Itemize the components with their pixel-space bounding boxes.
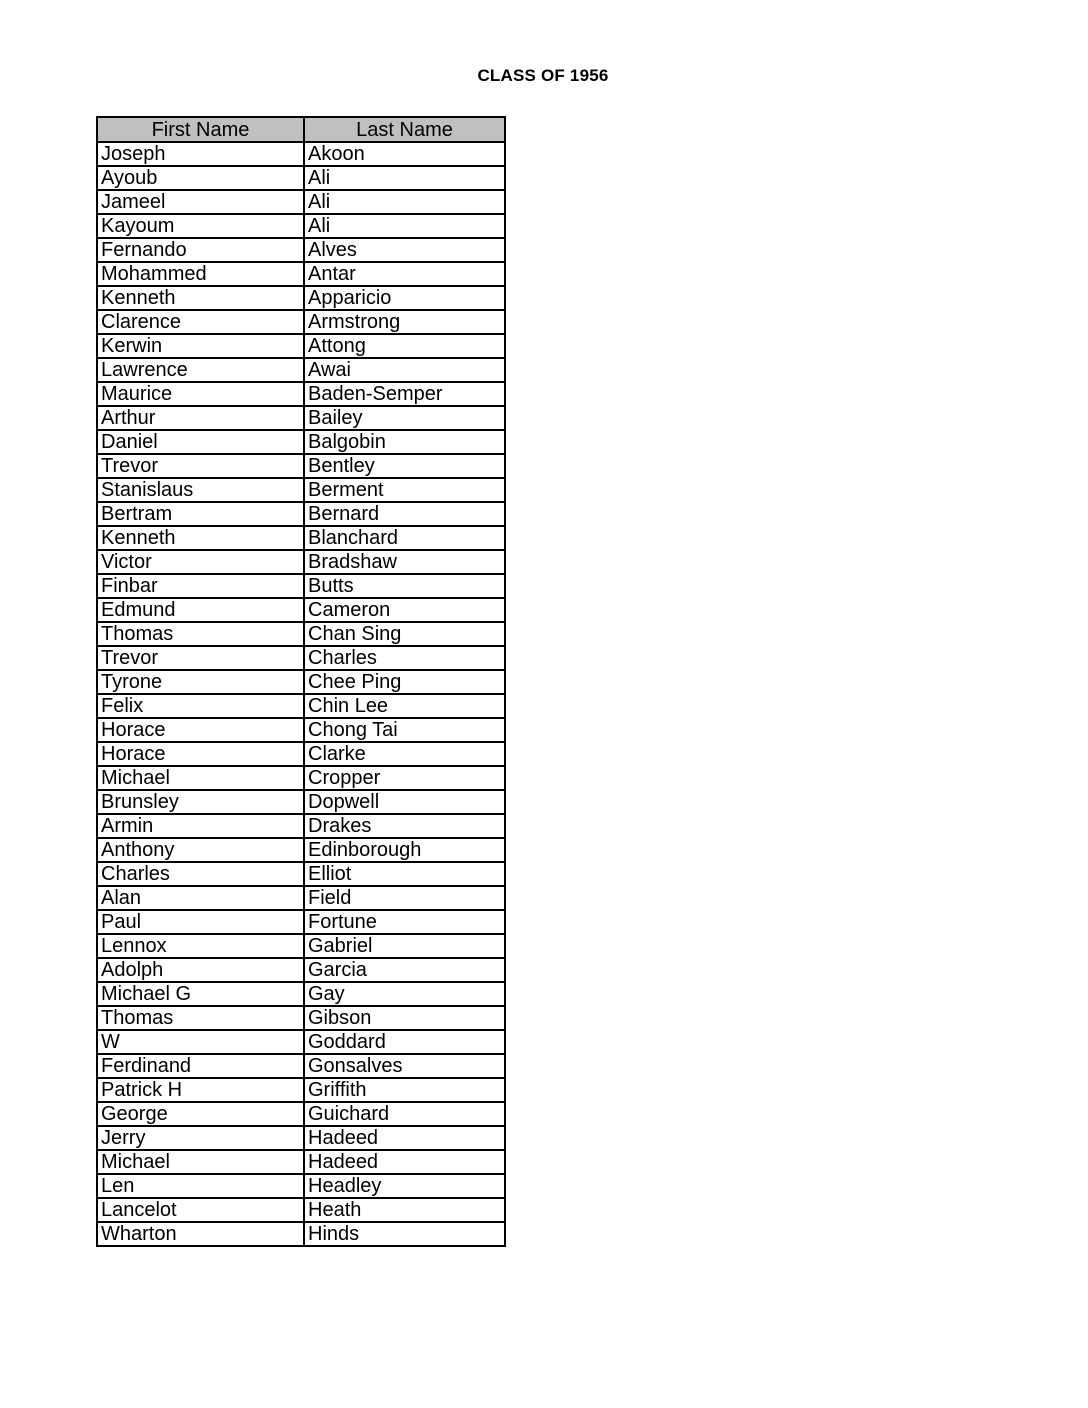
last-name-cell: Attong [304, 334, 505, 358]
table-row [97, 1174, 505, 1198]
table-row [97, 910, 505, 934]
first-name-cell: Armin [97, 814, 304, 838]
last-name-cell: Gay [304, 982, 505, 1006]
last-name-cell: Apparicio [304, 286, 505, 310]
table-row [97, 670, 505, 694]
first-name-cell: Thomas [97, 622, 304, 646]
column-header-last-name: Last Name [304, 117, 505, 142]
first-name-cell: Charles [97, 862, 304, 886]
first-name-cell: Michael G [97, 982, 304, 1006]
last-name-cell: Armstrong [304, 310, 505, 334]
first-name-cell: Ayoub [97, 166, 304, 190]
last-name-cell: Hadeed [304, 1126, 505, 1150]
table-row [97, 454, 505, 478]
header-row [97, 117, 505, 142]
table-row [97, 982, 505, 1006]
last-name-cell: Bernard [304, 502, 505, 526]
last-name-cell: Guichard [304, 1102, 505, 1126]
last-name-cell: Akoon [304, 142, 505, 166]
table-row [97, 934, 505, 958]
table-row [97, 1078, 505, 1102]
last-name-cell: Field [304, 886, 505, 910]
table-body [97, 142, 505, 1246]
table-row [97, 598, 505, 622]
table-row [97, 622, 505, 646]
first-name-cell: Trevor [97, 454, 304, 478]
table-row [97, 790, 505, 814]
table-row [97, 382, 505, 406]
first-name-cell: Bertram [97, 502, 304, 526]
last-name-cell: Headley [304, 1174, 505, 1198]
first-name-cell: Felix [97, 694, 304, 718]
table-row [97, 862, 505, 886]
table-row [97, 406, 505, 430]
first-name-cell: Trevor [97, 646, 304, 670]
last-name-cell: Garcia [304, 958, 505, 982]
last-name-cell: Bailey [304, 406, 505, 430]
names-table [96, 116, 506, 1247]
first-name-cell: Jerry [97, 1126, 304, 1150]
first-name-cell: Edmund [97, 598, 304, 622]
first-name-cell: W [97, 1030, 304, 1054]
last-name-cell: Gibson [304, 1006, 505, 1030]
first-name-cell: Finbar [97, 574, 304, 598]
first-name-cell: Stanislaus [97, 478, 304, 502]
last-name-cell: Ali [304, 214, 505, 238]
last-name-cell: Butts [304, 574, 505, 598]
first-name-cell: Michael [97, 766, 304, 790]
table-row [97, 358, 505, 382]
last-name-cell: Griffith [304, 1078, 505, 1102]
first-name-cell: Michael [97, 1150, 304, 1174]
table-row [97, 238, 505, 262]
last-name-cell: Ali [304, 166, 505, 190]
first-name-cell: Paul [97, 910, 304, 934]
table-row [97, 1150, 505, 1174]
first-name-cell: Lancelot [97, 1198, 304, 1222]
table-row [97, 334, 505, 358]
table-row [97, 310, 505, 334]
first-name-cell: Anthony [97, 838, 304, 862]
first-name-cell: Alan [97, 886, 304, 910]
last-name-cell: Hadeed [304, 1150, 505, 1174]
table-row [97, 190, 505, 214]
last-name-cell: Balgobin [304, 430, 505, 454]
first-name-cell: Fernando [97, 238, 304, 262]
first-name-cell: Joseph [97, 142, 304, 166]
table-row [97, 814, 505, 838]
table-row [97, 550, 505, 574]
last-name-cell: Gabriel [304, 934, 505, 958]
table-row [97, 262, 505, 286]
table-row [97, 646, 505, 670]
table-row [97, 430, 505, 454]
table-row [97, 166, 505, 190]
last-name-cell: Awai [304, 358, 505, 382]
first-name-cell: Arthur [97, 406, 304, 430]
last-name-cell: Chan Sing [304, 622, 505, 646]
table-row [97, 478, 505, 502]
table-row [97, 742, 505, 766]
first-name-cell: Adolph [97, 958, 304, 982]
last-name-cell: Bradshaw [304, 550, 505, 574]
first-name-cell: Jameel [97, 190, 304, 214]
last-name-cell: Hinds [304, 1222, 505, 1246]
table-row [97, 142, 505, 166]
first-name-cell: Lennox [97, 934, 304, 958]
last-name-cell: Fortune [304, 910, 505, 934]
table-row [97, 286, 505, 310]
last-name-cell: Cameron [304, 598, 505, 622]
last-name-cell: Ali [304, 190, 505, 214]
last-name-cell: Edinborough [304, 838, 505, 862]
table-row [97, 1126, 505, 1150]
last-name-cell: Blanchard [304, 526, 505, 550]
table-row [97, 1198, 505, 1222]
first-name-cell: Horace [97, 718, 304, 742]
page-title-text: CLASS OF 1956 [477, 66, 609, 85]
last-name-cell: Elliot [304, 862, 505, 886]
last-name-cell: Chin Lee [304, 694, 505, 718]
table-row [97, 1102, 505, 1126]
last-name-cell: Clarke [304, 742, 505, 766]
first-name-cell: Kenneth [97, 526, 304, 550]
table-row [97, 718, 505, 742]
first-name-cell: Mohammed [97, 262, 304, 286]
first-name-cell: Kenneth [97, 286, 304, 310]
last-name-cell: Antar [304, 262, 505, 286]
table-row [97, 1054, 505, 1078]
first-name-cell: Ferdinand [97, 1054, 304, 1078]
page-title [0, 66, 1088, 86]
last-name-cell: Berment [304, 478, 505, 502]
first-name-cell: Maurice [97, 382, 304, 406]
last-name-cell: Drakes [304, 814, 505, 838]
first-name-cell: Horace [97, 742, 304, 766]
first-name-cell: Tyrone [97, 670, 304, 694]
first-name-cell: Len [97, 1174, 304, 1198]
table-row [97, 886, 505, 910]
first-name-cell: Lawrence [97, 358, 304, 382]
first-name-cell: Kerwin [97, 334, 304, 358]
table-row [97, 694, 505, 718]
last-name-cell: Goddard [304, 1030, 505, 1054]
table-row [97, 1006, 505, 1030]
table-row [97, 1222, 505, 1246]
first-name-cell: Victor [97, 550, 304, 574]
last-name-cell: Heath [304, 1198, 505, 1222]
last-name-cell: Alves [304, 238, 505, 262]
table-row [97, 766, 505, 790]
table-row [97, 958, 505, 982]
first-name-cell: Clarence [97, 310, 304, 334]
table-row [97, 214, 505, 238]
first-name-cell: Thomas [97, 1006, 304, 1030]
table-row [97, 838, 505, 862]
first-name-cell: George [97, 1102, 304, 1126]
first-name-cell: Patrick H [97, 1078, 304, 1102]
last-name-cell: Gonsalves [304, 1054, 505, 1078]
first-name-cell: Wharton [97, 1222, 304, 1246]
table-row [97, 502, 505, 526]
column-header-first-name: First Name [97, 117, 304, 142]
first-name-cell: Brunsley [97, 790, 304, 814]
table-row [97, 1030, 505, 1054]
last-name-cell: Cropper [304, 766, 505, 790]
table-row [97, 526, 505, 550]
last-name-cell: Chong Tai [304, 718, 505, 742]
first-name-cell: Daniel [97, 430, 304, 454]
table-row [97, 574, 505, 598]
last-name-cell: Charles [304, 646, 505, 670]
last-name-cell: Chee Ping [304, 670, 505, 694]
first-name-cell: Kayoum [97, 214, 304, 238]
last-name-cell: Bentley [304, 454, 505, 478]
last-name-cell: Dopwell [304, 790, 505, 814]
last-name-cell: Baden-Semper [304, 382, 505, 406]
